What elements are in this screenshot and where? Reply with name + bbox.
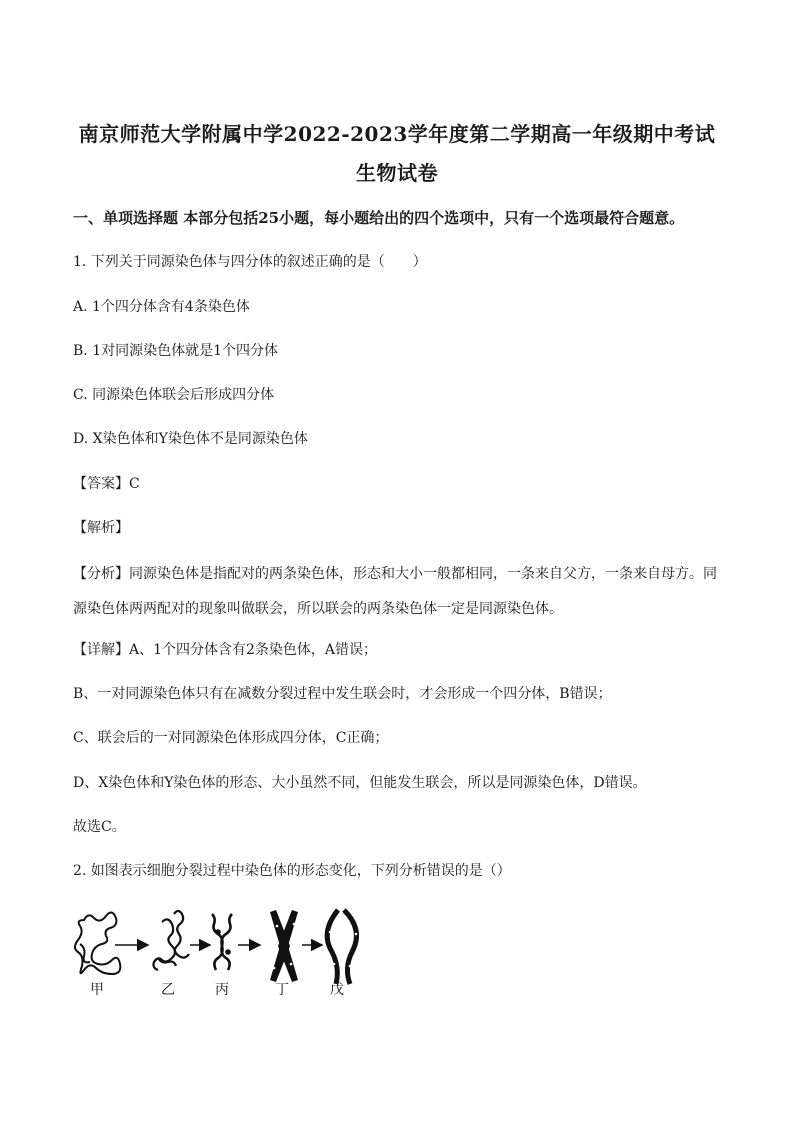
label-ding: 丁: [275, 982, 289, 998]
option-d: D. X染色体和Y染色体不是同源染色体: [73, 431, 308, 447]
detail-line-c: C、联会后的一对同源染色体形成四分体，C正确；: [73, 730, 389, 746]
detail-line-a: 【详解】A、1个四分体含有2条染色体，A错误；: [73, 642, 378, 658]
label-jia: 甲: [90, 982, 104, 998]
label-yi: 乙: [161, 982, 175, 998]
exam-subtitle: 生物试卷: [356, 161, 438, 185]
chromosome-wu: [327, 910, 356, 984]
answer-label: 【答案】C: [73, 476, 140, 492]
analysis-label: 【解析】: [73, 520, 129, 536]
label-wu: 戊: [330, 982, 344, 998]
chromatin-jia: [75, 912, 120, 974]
detail-line-b: B、一对同源染色体只有在减数分裂过程中发生联会时，才会形成一个四分体，B错误；: [73, 686, 612, 702]
detail-line-d: D、X染色体和Y染色体的形态、大小虽然不同，但能发生联会，所以是同源染色体，D错误。: [73, 775, 647, 791]
exam-title: 南京师范大学附属中学2022-2023学年度第二学期高一年级期中考试: [78, 122, 716, 146]
analysis-paragraph: 【分析】同源染色体是指配对的两条染色体，形态和大小一般都相同，一条来自父方，一条来自母方。同源染色体两两配对的现象叫做联会，所以联会的两条染色体一定是同源染色体。: [73, 566, 717, 617]
chromosome-ding: [270, 910, 298, 982]
label-bing: 丙: [215, 982, 229, 998]
option-b: B. 1对同源染色体就是1个四分体: [73, 343, 279, 359]
option-a: A. 1个四分体含有4条染色体: [73, 299, 250, 315]
chromosome-figure: [70, 902, 370, 1002]
chromosome-yi: [154, 911, 190, 970]
option-c: C. 同源染色体联会后形成四分体: [73, 387, 275, 403]
question-1-stem: 1. 下列关于同源染色体与四分体的叙述正确的是（ ）: [73, 254, 427, 270]
chromosome-bing: [212, 914, 232, 970]
conclusion-line: 故选C。: [73, 819, 126, 835]
section-heading: 一、单项选择题 本部分包括25小题，每小题给出的四个选项中，只有一个选项最符合题意。: [73, 209, 685, 227]
question-2-stem: 2. 如图表示细胞分裂过程中染色体的形态变化，下列分析错误的是（）: [73, 863, 511, 879]
